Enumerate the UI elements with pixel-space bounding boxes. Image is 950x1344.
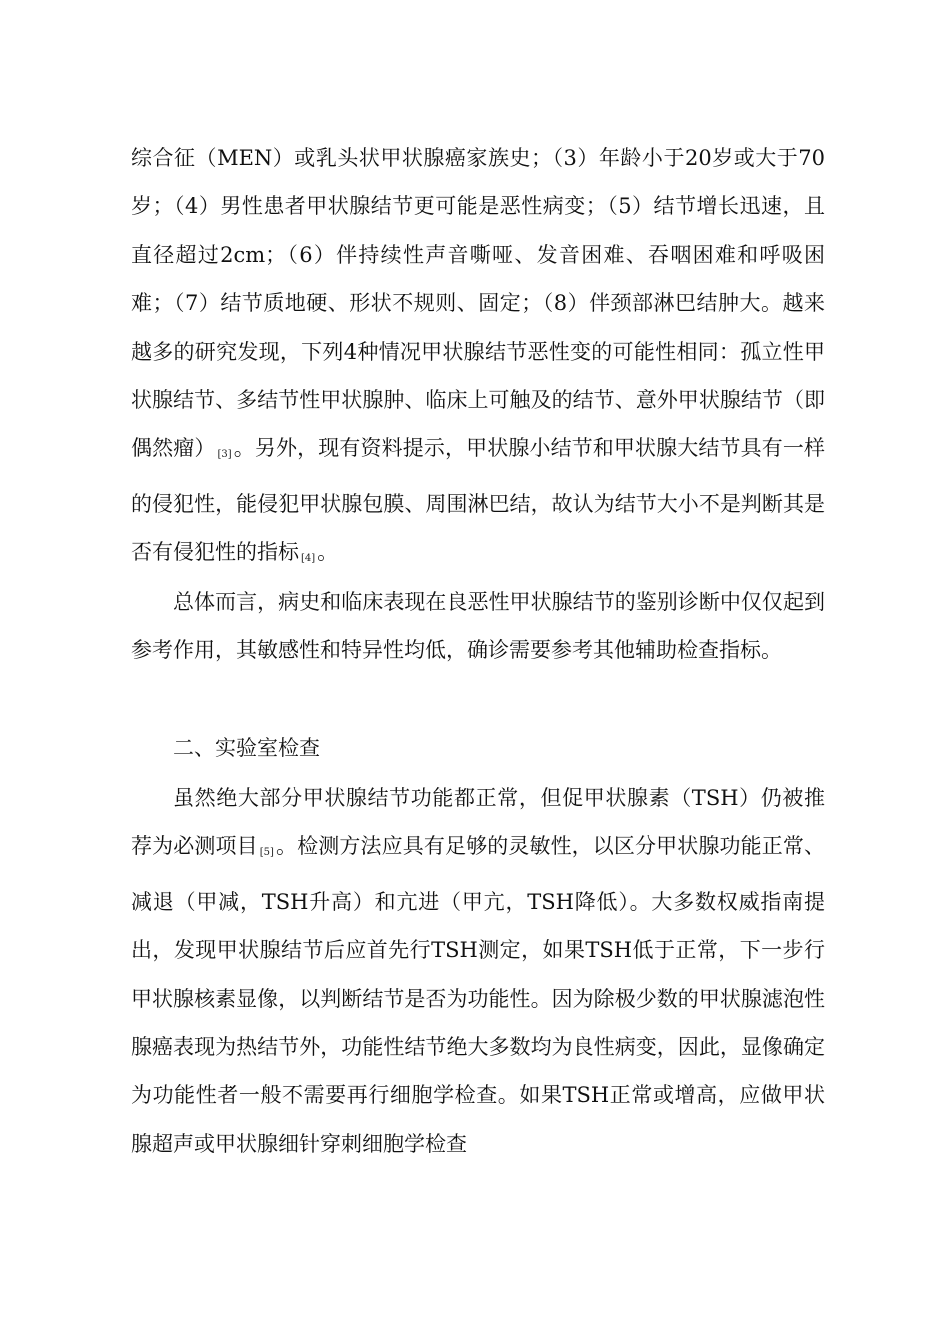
paragraph-risk-factors [131,134,825,584]
paragraph-text: 综合征（MEN）或乳头状甲状腺癌家族史；（3）年龄小于20岁或大于70岁；（4）男性患者甲状腺结节更可能是恶性病变；（5）结节增长迅速，且直径超过2cm；（6）伴持续性声音嘶哑、发音困难、吞咽困难和呼吸困难；（7）结节质地硬、形状不规则、固定；（8）伴颈部淋巴结肿大。越来越多的研究发现，下列4种情况甲状腺结节恶性变的可能性相同：孤立性甲状腺结节、多结节性甲状腺肿、临床上可触及的结节、意外甲状腺结节（即偶然瘤） [131,146,825,461]
section-heading-block [131,724,825,772]
citation-ref: [4] [301,553,316,565]
paragraph-text: 。 [317,540,339,565]
paragraph-text: 总体而言，病史和临床表现在良恶性甲状腺结节的鉴别诊断中仅仅起到参考作用，其敏感性和特异性均低，确诊需要参考其他辅助检查指标。 [131,590,825,663]
citation-ref: [5] [259,847,274,859]
section-heading: 二、实验室检查 [173,736,320,760]
citation-ref: [3] [217,449,232,461]
paragraph-summary [131,578,825,675]
paragraph-text: 。另外，现有资料提示，甲状腺小结节和甲状腺大结节具有一样的侵犯性，能侵犯甲状腺包膜、周围淋巴结，故认为结节大小不是判断其是否有侵犯性的指标 [131,436,826,565]
paragraph-text: 虽然绝大部分甲状腺结节功能都正常，但促甲状腺素（TSH）仍被推荐为必测项目 [131,786,825,859]
paragraph-lab-tests [131,774,825,1168]
paragraph-text: 。检测方法应具有足够的灵敏性，以区分甲状腺功能正常、减退（甲减，TSH升高）和亢进（甲亢，TSH降低）。大多数权威指南提出，发现甲状腺结节后应首先行TSH测定，如果TSH低于正常，下一步行甲状腺核素显像，以判断结节是否为功能性。因为除极少数的甲状腺滤泡性腺癌表现为热结节外，功能性结节绝大多数均为良性病变，因此，显像确定为功能性者一般不需要再行细胞学检查。如果TSH正常或增高，应做甲状腺超声或甲状腺细针穿刺细胞学检查 [131,834,825,1156]
